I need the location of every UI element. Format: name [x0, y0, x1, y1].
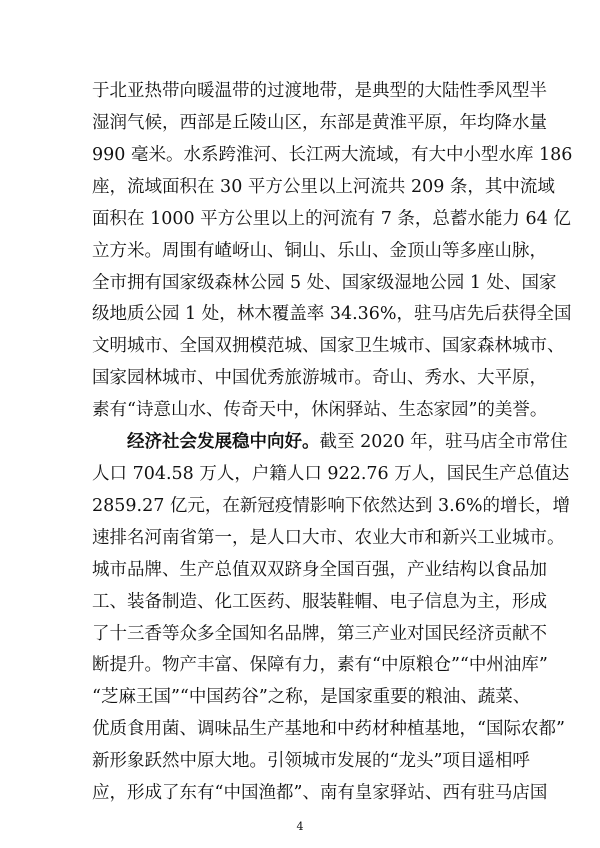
paragraph-2-lead: 经济社会发展稳中向好。 [127, 432, 320, 452]
paragraph-1-line-1: 于北亚热带向暖温带的过渡地带，是典型的大陆性季风型半 [92, 81, 547, 101]
paragraph-2-first-line-rest: 截至 2020 年，驻马店全市常住 [319, 432, 568, 452]
paragraph-1-line-4: 座，流域面积在 30 平方公里以上河流共 209 条，其中流域 [92, 176, 555, 197]
paragraph-2-line-2: 人口 704.58 万人，户籍人口 922.76 万人，国民生产总值达 [92, 463, 570, 484]
paragraph-2-line-3: 2859.27 亿元，在新冠疫情影响下依然达到 3.6%的增长，增 [92, 495, 570, 516]
paragraph-2-line-6: 工、装备制造、化工医药、服装鞋帽、电子信息为主，形成 [92, 591, 547, 612]
paragraph-1-line-8: 级地质公园 1 处，林木覆盖率 34.36%，驻马店先后获得全国 [92, 304, 572, 325]
paragraph-2-line-9: “芝麻王国”“中国药谷”之称，是国家重要的粮油、蔬菜、 [92, 687, 531, 708]
paragraph-1-line-11: 素有“诗意山水、传奇天中，休闲驿站、生态家园”的美誉。 [92, 400, 548, 421]
paragraph-2-line-10: 优质食用菌、调味品生产基地和中药材种植基地，“国际农都” [92, 719, 565, 740]
paragraph-1-line-3: 990 毫米。水系跨淮河、长江两大流域，有大中小型水库 186 [92, 144, 573, 165]
paragraph-1-line-2: 湿润气候，西部是丘陵山区，东部是黄淮平原，年均降水量 [92, 112, 547, 133]
paragraph-2-line-7: 了十三香等众多全国知名品牌，第三产业对国民经济贡献不 [92, 623, 547, 644]
paragraph-2-line-5: 城市品牌、生产总值双双跻身全国百强，产业结构以食品加 [92, 559, 547, 580]
paragraph-2-line-4: 速排名河南省第一，是人口大市、农业大市和新兴工业城市。 [92, 527, 565, 548]
paragraph-1-line-7: 全市拥有国家级森林公园 5 处、国家级湿地公园 1 处、国家 [92, 272, 557, 293]
paragraph-2-line-11: 新形象跃然中原大地。引领城市发展的“龙头”项目遥相呼 [92, 751, 530, 772]
paragraph-1-line-5: 面积在 1000 平方公里以上的河流有 7 条，总蓄水能力 64 亿 [92, 208, 571, 229]
paragraph-1-line-9: 文明城市、全国双拥模范城、国家卫生城市、国家森林城市、 [92, 336, 565, 357]
paragraph-2-line-8: 断提升。物产丰富、保障有力，素有“中原粮仓”“中州油库” [92, 655, 548, 676]
paragraph-1-line-6: 立方米。周围有嵖岈山、铜山、乐山、金顶山等多座山脉， [92, 240, 547, 261]
paragraph-2-line-1 [127, 427, 568, 457]
paragraph-1-line-10: 国家园林城市、中国优秀旅游城市。奇山、秀水、大平原， [92, 368, 547, 389]
page-number: 4 [296, 820, 304, 833]
paragraph-2-line-12: 应，形成了东有“中国渔都”、南有皇家驿站、西有驻马店国 [92, 783, 548, 803]
